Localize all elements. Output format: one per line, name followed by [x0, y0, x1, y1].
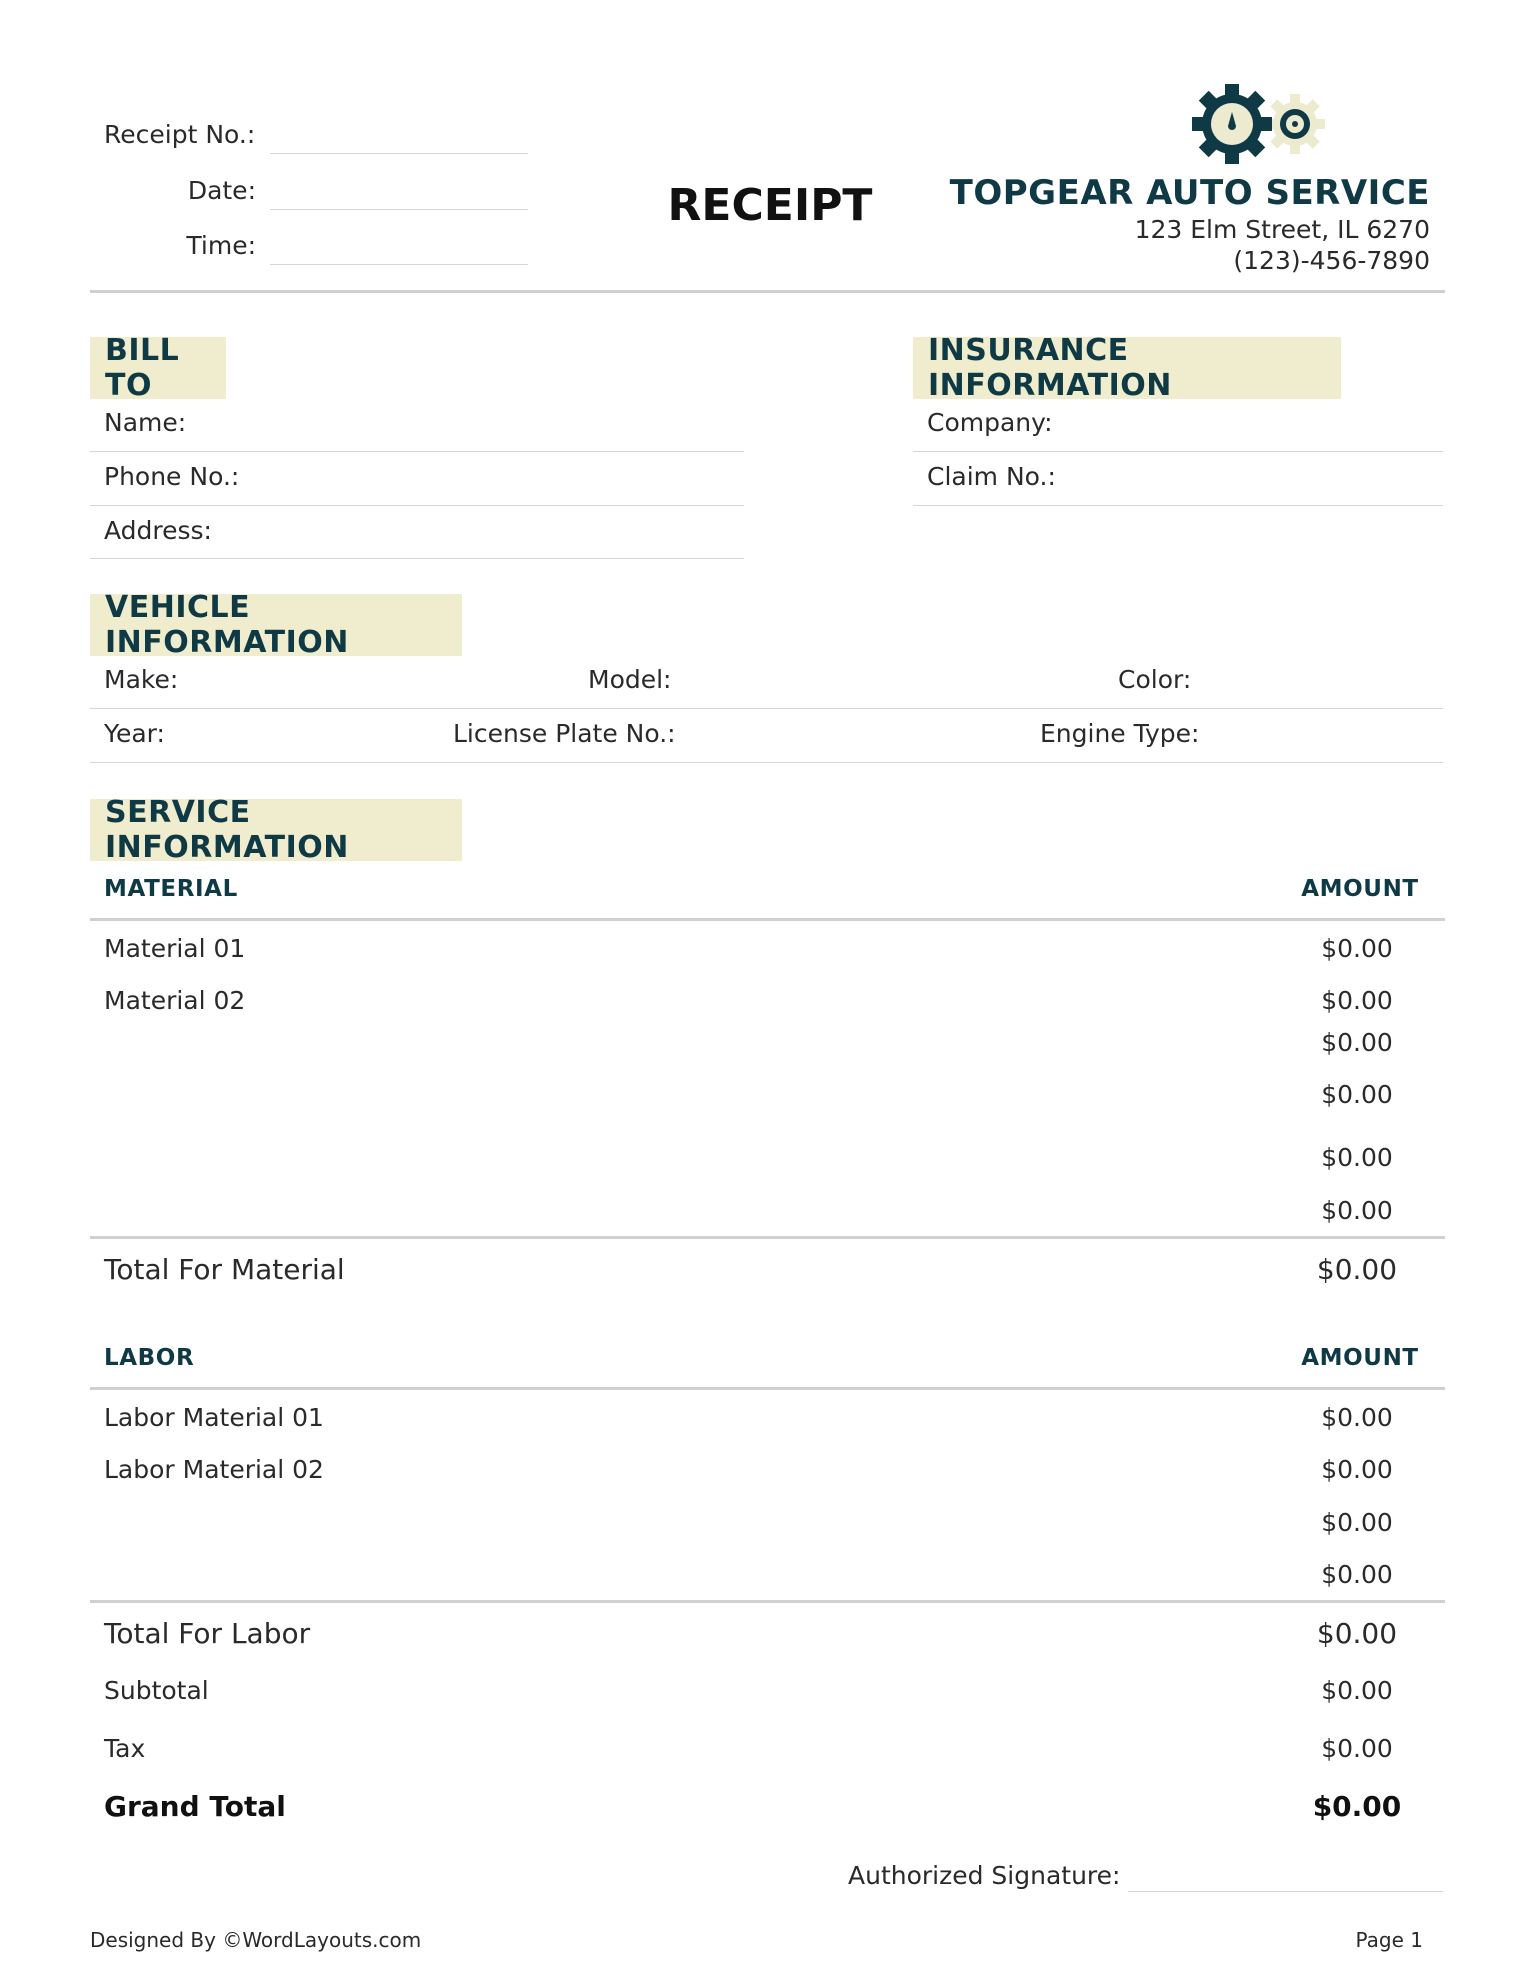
bill-to-address-label: Address: [104, 516, 212, 545]
tax-value: $0.00 [1321, 1734, 1393, 1763]
subtotal-label: Subtotal [104, 1676, 209, 1705]
subtotal-value: $0.00 [1321, 1676, 1393, 1705]
material-item-name: Material 02 [104, 986, 246, 1015]
vehicle-make-label: Make: [104, 665, 179, 694]
material-item-amount: $0.00 [1321, 1143, 1393, 1172]
labor-amount-header: AMOUNT [1301, 1345, 1419, 1371]
vehicle-engine-label: Engine Type: [1040, 719, 1200, 748]
material-item-amount: $0.00 [1321, 1080, 1393, 1109]
labor-item-amount: $0.00 [1321, 1455, 1393, 1484]
bill-to-name-label: Name: [104, 408, 187, 437]
labor-item-name: Labor Material 02 [104, 1455, 324, 1484]
material-item-amount: $0.00 [1321, 1196, 1393, 1225]
vehicle-heading: VEHICLE INFORMATION [90, 594, 462, 656]
service-heading: SERVICE INFORMATION [90, 799, 462, 861]
vehicle-row2-line[interactable] [90, 762, 1443, 763]
grand-total-value: $0.00 [1312, 1790, 1402, 1823]
time-label: Time: [186, 231, 256, 260]
page-title: RECEIPT [667, 180, 873, 231]
insurance-company-field[interactable] [913, 451, 1443, 452]
big-gear [1192, 84, 1272, 164]
signature-field[interactable] [1128, 1891, 1443, 1892]
bill-to-phone-label: Phone No.: [104, 462, 240, 491]
labor-item-amount: $0.00 [1321, 1508, 1393, 1537]
labor-total-rule [90, 1600, 1445, 1603]
material-header: MATERIAL [104, 876, 238, 902]
total-labor-value: $0.00 [1316, 1617, 1398, 1650]
bill-to-name-field[interactable] [90, 451, 744, 452]
grand-total-label: Grand Total [104, 1790, 286, 1823]
insurance-claim-field[interactable] [913, 505, 1443, 506]
bill-to-address-field[interactable] [90, 558, 744, 559]
company-phone: (123)-456-7890 [1233, 246, 1430, 275]
company-address: 123 Elm Street, IL 6270 [1134, 215, 1430, 244]
labor-header-rule [90, 1387, 1445, 1390]
labor-header: LABOR [104, 1345, 195, 1371]
insurance-heading: INSURANCE INFORMATION [913, 337, 1341, 399]
material-item-amount: $0.00 [1321, 1028, 1393, 1057]
labor-item-name: Labor Material 01 [104, 1403, 324, 1432]
labor-item-amount: $0.00 [1321, 1403, 1393, 1432]
material-total-rule [90, 1236, 1445, 1239]
page-number: Page 1 [1355, 1928, 1423, 1952]
vehicle-color-label: Color: [1118, 665, 1192, 694]
signature-label: Authorized Signature: [848, 1861, 1121, 1890]
receipt-no-label: Receipt No.: [104, 120, 256, 149]
bill-to-phone-field[interactable] [90, 505, 744, 506]
small-gear [1265, 94, 1325, 154]
material-item-name: Material 01 [104, 934, 246, 963]
total-material-value: $0.00 [1316, 1253, 1398, 1286]
total-labor-label: Total For Labor [104, 1617, 311, 1650]
footer-credit: Designed By ©WordLayouts.com [90, 1928, 422, 1952]
labor-item-amount: $0.00 [1321, 1560, 1393, 1589]
vehicle-model-label: Model: [588, 665, 672, 694]
material-item-amount: $0.00 [1321, 986, 1393, 1015]
date-field[interactable] [270, 209, 528, 210]
vehicle-plate-label: License Plate No.: [453, 719, 676, 748]
vehicle-row1-line[interactable] [90, 708, 1443, 709]
receipt-no-field[interactable] [270, 153, 528, 154]
material-header-rule [90, 918, 1445, 921]
tax-label: Tax [104, 1734, 146, 1763]
time-field[interactable] [270, 264, 528, 265]
insurance-company-label: Company: [927, 408, 1053, 437]
material-item-amount: $0.00 [1321, 934, 1393, 963]
date-label: Date: [187, 176, 256, 205]
vehicle-year-label: Year: [104, 719, 165, 748]
header-divider [90, 290, 1445, 293]
bill-to-heading: BILL TO [90, 337, 226, 399]
insurance-claim-label: Claim No.: [927, 462, 1056, 491]
total-material-label: Total For Material [104, 1253, 345, 1286]
material-amount-header: AMOUNT [1301, 876, 1419, 902]
company-name: TOPGEAR AUTO SERVICE [949, 173, 1430, 213]
gears-icon [1190, 84, 1330, 168]
